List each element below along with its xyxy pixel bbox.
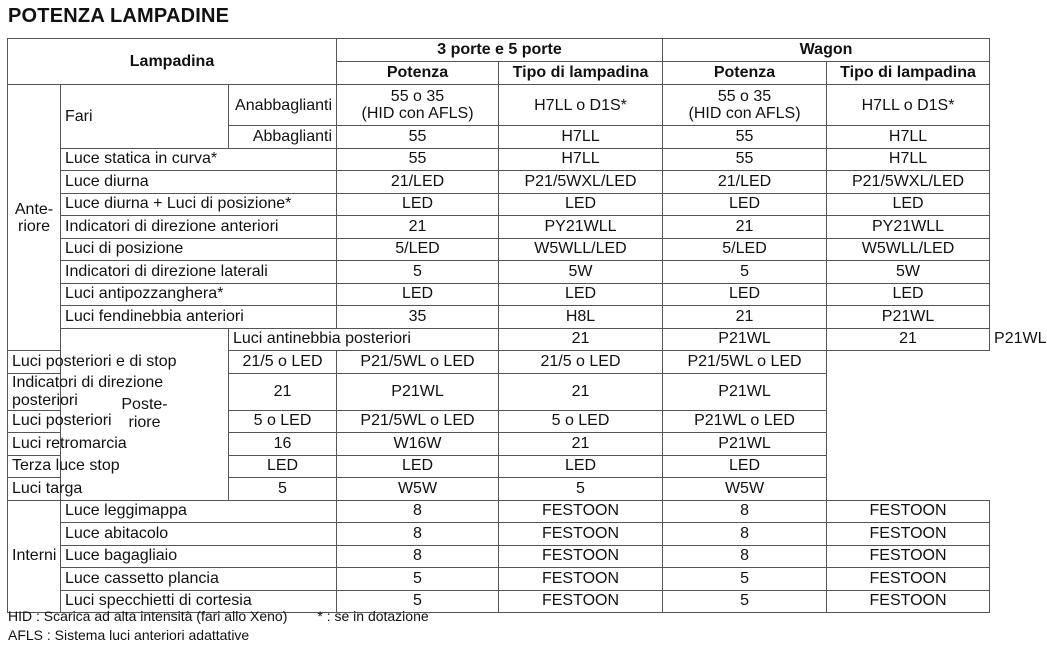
table-row bbox=[8, 523, 990, 546]
row-label: Luce diurna bbox=[61, 171, 337, 194]
row-tipo-2: P21WL bbox=[827, 306, 990, 329]
row-potenza-2: 21 bbox=[663, 216, 827, 239]
row-potenza-2: 5 bbox=[663, 261, 827, 284]
row-potenza-2: 5 bbox=[663, 568, 827, 591]
row-tipo-2: P21/5WXL/LED bbox=[827, 171, 990, 194]
row-tipo-2: 5W bbox=[827, 261, 990, 284]
row-tipo-2: P21/5WL o LED bbox=[663, 351, 827, 374]
row-tipo-1: FESTOON bbox=[499, 523, 663, 546]
row-potenza-2: 21 bbox=[663, 306, 827, 329]
row-tipo-1: P21/5WL o LED bbox=[337, 410, 499, 433]
row-potenza-1: 35 bbox=[337, 306, 499, 329]
anab-tipo-2: H7LL o D1S* bbox=[827, 85, 990, 126]
row-tipo-2: PY21WLL bbox=[827, 216, 990, 239]
row-tipo-1: 5W bbox=[499, 261, 663, 284]
row-tipo-2: W5W bbox=[663, 478, 827, 501]
row-tipo-1: P21WL bbox=[337, 373, 499, 410]
table-row bbox=[8, 171, 990, 194]
row-tipo-1: P21WL bbox=[663, 328, 827, 351]
row-tipo-2: H7LL bbox=[827, 148, 990, 171]
section-anteriore-label: Ante- riore bbox=[14, 200, 54, 235]
row-label: Luci targa bbox=[8, 478, 229, 501]
fari-label: Fari bbox=[61, 85, 229, 149]
row-tipo-2: FESTOON bbox=[827, 590, 990, 613]
row-potenza-2: 5 o LED bbox=[499, 410, 663, 433]
row-tipo-1: LED bbox=[499, 193, 663, 216]
row-tipo-1: P21/5WL o LED bbox=[337, 351, 499, 374]
row-label: Indicatori di direzione laterali bbox=[61, 261, 337, 284]
row-potenza-2: 5/LED bbox=[663, 238, 827, 261]
row-label: Luci retromarcia bbox=[8, 433, 229, 456]
table-row bbox=[8, 500, 990, 523]
row-tipo-2: P21WL o LED bbox=[663, 410, 827, 433]
header-tipo-1: Tipo di lampadina bbox=[499, 62, 663, 85]
row-tipo-1: P21/5WXL/LED bbox=[499, 171, 663, 194]
row-potenza-1: LED bbox=[229, 455, 337, 478]
row-potenza-2: 8 bbox=[663, 500, 827, 523]
row-potenza-1: 5 bbox=[229, 478, 337, 501]
row-label: Luce leggimappa bbox=[61, 500, 337, 523]
row-label: Luce cassetto plancia bbox=[61, 568, 337, 591]
row-potenza-1: 5 bbox=[337, 590, 499, 613]
row-potenza-2: 55 bbox=[663, 148, 827, 171]
row-potenza-2: 5 bbox=[499, 478, 663, 501]
footnote-hid-line bbox=[8, 608, 429, 624]
abb-tipo-1: H7LL bbox=[499, 126, 663, 149]
table-row bbox=[8, 261, 990, 284]
table-row bbox=[8, 478, 990, 501]
table-row bbox=[8, 545, 990, 568]
row-potenza-1: 21/LED bbox=[337, 171, 499, 194]
row-potenza-1: 21 bbox=[337, 216, 499, 239]
row-potenza-1: 5 bbox=[337, 261, 499, 284]
header-potenza-2: Potenza bbox=[663, 62, 827, 85]
row-potenza-1: 8 bbox=[337, 500, 499, 523]
row-potenza-1: 8 bbox=[337, 545, 499, 568]
row-label: Luci fendinebbia anteriori bbox=[61, 306, 337, 329]
table-row bbox=[8, 283, 990, 306]
row-label: Luce abitacolo bbox=[61, 523, 337, 546]
row-potenza-2: 21/5 o LED bbox=[499, 351, 663, 374]
row-potenza-2: 21 bbox=[499, 433, 663, 456]
page-title: POTENZA LAMPADINE bbox=[8, 5, 230, 27]
header-lampadina: Lampadina bbox=[8, 39, 337, 85]
section-interni bbox=[8, 500, 61, 613]
table-row bbox=[8, 306, 990, 329]
row-potenza-1: 55 bbox=[337, 148, 499, 171]
header-potenza-1: Potenza bbox=[337, 62, 499, 85]
row-tipo-1: FESTOON bbox=[499, 568, 663, 591]
row-potenza-1: 8 bbox=[337, 523, 499, 546]
anab-potenza-1: 55 o 35 (HID con AFLS) bbox=[337, 85, 499, 126]
row-potenza-2: LED bbox=[663, 193, 827, 216]
table-row bbox=[8, 85, 990, 126]
row-label: Luce diurna + Luci di posizione* bbox=[61, 193, 337, 216]
row-label: Luci posteriori e di stop bbox=[8, 351, 229, 374]
row-tipo-1: FESTOON bbox=[499, 590, 663, 613]
row-potenza-1: 5 o LED bbox=[229, 410, 337, 433]
anab-potenza-2: 55 o 35 (HID con AFLS) bbox=[663, 85, 827, 126]
row-potenza-1: 5 bbox=[337, 568, 499, 591]
footnote-afls: AFLS : Sistema luci anteriori adattative bbox=[8, 627, 250, 643]
row-potenza-1: 16 bbox=[229, 433, 337, 456]
section-interni-label: Interni bbox=[12, 547, 57, 565]
abbaglianti-label: Abbaglianti bbox=[229, 126, 337, 149]
row-tipo-1: W5WLL/LED bbox=[499, 238, 663, 261]
section-anteriore bbox=[8, 85, 61, 351]
header-tipo-2: Tipo di lampadina bbox=[827, 62, 990, 85]
row-label: Luci di posizione bbox=[61, 238, 337, 261]
table-row bbox=[8, 351, 990, 374]
row-potenza-2: 8 bbox=[663, 545, 827, 568]
table-row bbox=[8, 455, 990, 478]
anabbaglianti-label: Anabbaglianti bbox=[229, 85, 337, 126]
row-tipo-2: P21WL bbox=[663, 373, 827, 410]
row-tipo-1: LED bbox=[499, 283, 663, 306]
section-posteriore-label: Poste- riore bbox=[121, 396, 168, 431]
row-label: Luci antinebbia posteriori bbox=[229, 328, 499, 351]
table-row bbox=[8, 148, 990, 171]
row-label: Luci specchietti di cortesia bbox=[61, 590, 337, 613]
row-potenza-1: LED bbox=[337, 283, 499, 306]
row-tipo-2: LED bbox=[827, 283, 990, 306]
table-row: Poste- riore Luci antinebbia posteriori 21 P21WL 21 P21WL bbox=[8, 328, 990, 351]
row-label: Indicatori di direzione posteriori bbox=[8, 373, 229, 410]
row-potenza-1: 21/5 o LED bbox=[229, 351, 337, 374]
table-row bbox=[8, 193, 990, 216]
row-label: Luci posteriori bbox=[8, 410, 229, 433]
row-potenza-2: LED bbox=[499, 455, 663, 478]
row-label: Indicatori di direzione anteriori bbox=[61, 216, 337, 239]
row-tipo-1: FESTOON bbox=[499, 545, 663, 568]
row-tipo-1: W16W bbox=[337, 433, 499, 456]
footnote-star: * : se in dotazione bbox=[317, 608, 429, 624]
row-potenza-1: 21 bbox=[499, 328, 663, 351]
row-label: Luce bagagliaio bbox=[61, 545, 337, 568]
row-potenza-2: 5 bbox=[663, 590, 827, 613]
header-row-1 bbox=[8, 39, 990, 62]
row-label: Terza luce stop bbox=[8, 455, 229, 478]
row-tipo-1: LED bbox=[337, 455, 499, 478]
row-tipo-2: FESTOON bbox=[827, 523, 990, 546]
row-tipo-1: H7LL bbox=[499, 148, 663, 171]
table-row bbox=[8, 216, 990, 239]
row-tipo-1: FESTOON bbox=[499, 500, 663, 523]
abb-potenza-2: 55 bbox=[663, 126, 827, 149]
row-tipo-2: LED bbox=[827, 193, 990, 216]
anab-tipo-1: H7LL o D1S* bbox=[499, 85, 663, 126]
row-tipo-2: FESTOON bbox=[827, 568, 990, 591]
row-potenza-2: 21 bbox=[827, 328, 990, 351]
row-potenza-2: 8 bbox=[663, 523, 827, 546]
row-potenza-1: 5/LED bbox=[337, 238, 499, 261]
row-label: Luci antipozzanghera* bbox=[61, 283, 337, 306]
abb-tipo-2: H7LL bbox=[827, 126, 990, 149]
row-tipo-2: LED bbox=[663, 455, 827, 478]
bulb-table bbox=[7, 38, 1047, 613]
header-group-3-5-porte: 3 porte e 5 porte bbox=[337, 39, 663, 62]
row-tipo-1: H8L bbox=[499, 306, 663, 329]
row-potenza-2: 21 bbox=[499, 373, 663, 410]
row-tipo-1: PY21WLL bbox=[499, 216, 663, 239]
row-tipo-2: FESTOON bbox=[827, 500, 990, 523]
row-label: Luce statica in curva* bbox=[61, 148, 337, 171]
abb-potenza-1: 55 bbox=[337, 126, 499, 149]
row-tipo-2: W5WLL/LED bbox=[827, 238, 990, 261]
row-potenza-2: LED bbox=[663, 283, 827, 306]
row-potenza-1: 21 bbox=[229, 373, 337, 410]
row-potenza-2: 21/LED bbox=[663, 171, 827, 194]
table-row bbox=[8, 568, 990, 591]
row-tipo-2: P21WL bbox=[663, 433, 827, 456]
table-row bbox=[8, 238, 990, 261]
row-tipo-2: FESTOON bbox=[827, 545, 990, 568]
row-tipo-1: W5W bbox=[337, 478, 499, 501]
header-group-wagon: Wagon bbox=[663, 39, 990, 62]
table-row bbox=[8, 433, 990, 456]
row-potenza-1: LED bbox=[337, 193, 499, 216]
footnote-hid: HID : Scarica ad alta intensità (fari allo Xeno) bbox=[8, 608, 288, 624]
